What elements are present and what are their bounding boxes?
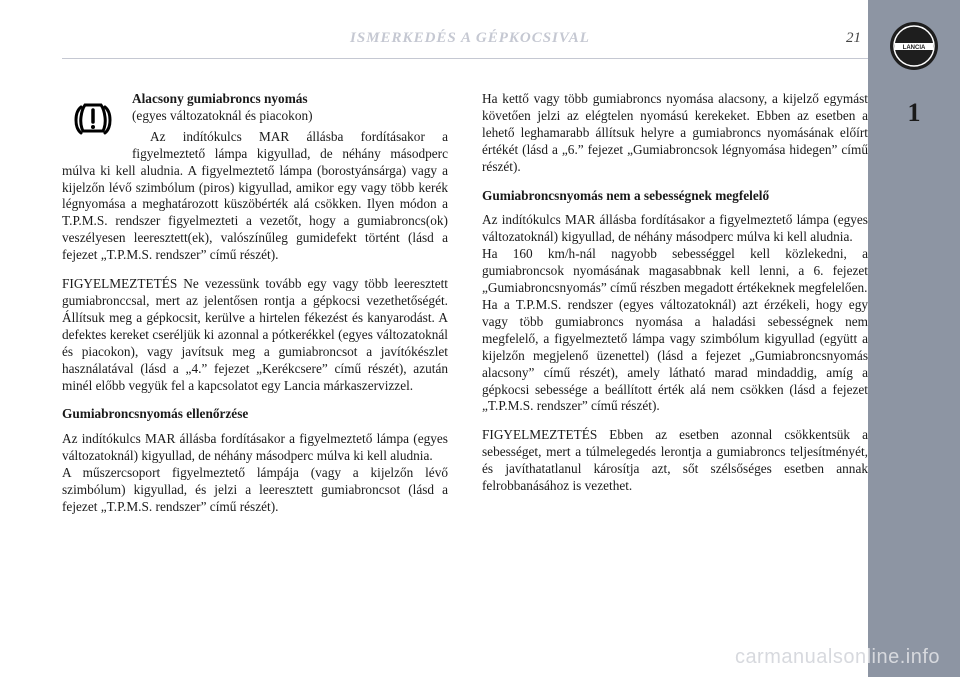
logo-text: LANCIA: [902, 45, 926, 51]
speed-pressure-heading: Gumiabroncsnyomás nem a sebességnek megfelelő: [482, 187, 770, 203]
warning-label: FIGYELMEZTETÉS: [62, 276, 178, 292]
pressure-check-heading: Gumiabroncsnyomás ellenőrzése: [62, 406, 249, 422]
right-warning-paragraph: [482, 427, 868, 495]
page-number: 21: [846, 30, 861, 46]
pressure-check-paragraph-1: Az indítókulcs MAR állásba fordításakor a figyelmeztető lámpa (egyes változatoknál) kigyullad, de néhány másodperc múlva ki kell aludnia.: [62, 431, 448, 464]
warning-label: FIGYELMEZTETÉS: [482, 427, 598, 443]
warning-text: Ne vezessünk tovább egy vagy több leeresztett gumiabronccsal, mert az jelentősen rontja a gépkocsi vezethetőségét. Állítsuk meg a gépkocsit, kerülve a hirtelen fékezést és kanyarodást. A defektes kereket cseréljük ki azonnal a pótkerékkel (egyes változatoknál és piacokon), vagy javítsuk meg a gumiabroncsot a javítókészlet használatával (lásd a „4.” fejezet „Kerékcsere” című részét), azután minél előbb vegyük fel a kapcsolatot egy Lancia márkaszervizzel.: [62, 276, 448, 393]
running-header-title: ISMERKEDÉS A GÉPKOCSIVAL: [350, 30, 590, 46]
low-pressure-heading-block: [62, 91, 448, 125]
low-pressure-note: (egyes változatoknál és piacokon): [132, 107, 313, 123]
left-warning-paragraph: [62, 276, 448, 394]
pressure-check-paragraph-2: A műszercsoport figyelmeztető lámpája (vagy a kijelzőn lévő szimbólum) kigyullad, és jelzi a leeresztett gumiabroncsot (lásd a fejezet „T.P.M.S. rendszer” című részét).: [62, 465, 448, 514]
speed-pressure-paragraph-3: Ha a T.P.M.S. rendszer (egyes változatoknál) azt érzékeli, hogy egy vagy több gumiabroncs nyomása a haladási sebességnek nem megfelelő, a figyelmeztető lámpa vagy szimbólum kigyullad (együtt a kijelzőn megjelenő üzenettel) (lásd a fejezet „Gumiabroncsnyomás alacsony” című részét), amely látható marad mindaddig, amíg a gépkocsi sebessége a beállított érték alá nem csökken (lásd a fejezet „T.P.M.S. rendszer” című részét).: [482, 296, 868, 414]
watermark: carmanualsonline.info: [734, 646, 940, 668]
multiple-low-paragraph: Ha kettő vagy több gumiabroncs nyomása alacsony, a kijelző egymást követően jelzi az elégtelen nyomású kerekeket. Ebben az esetben a lehető leghamarabb állítsuk helyre a gumiabroncs nyomásának előírt értékét (lásd a „6.” fejezet „Gumiabroncsok légnyomása hidegen” című részét).: [482, 91, 868, 174]
tire-pressure-warning-icon: [68, 95, 118, 145]
low-pressure-paragraph: Az indítókulcs MAR állásba fordításakor a figyelmeztető lámpa kigyullad, de néhány másodperc múlva ki kell aludnia. A figyelmeztető lámpa (borostyánsárga) vagy a kijelzőn lévő szimbólum (piros) kigyullad, amikor egy vagy több kerék légnyomása a meghatározott küszöbérték alá csökken. Ilyen módon a T.P.M.S. rendszer figyelmezteti a vezetőt, hogy a gumiabroncs(ok) veszélyesen leeresztett(ek), valószínűleg gumidefekt történt (lásd a fejezet „T.P.M.S. rendszer” című részét).: [62, 128, 448, 263]
left-column: [62, 91, 448, 528]
header-rule: [62, 58, 868, 59]
chapter-side-tab: [868, 0, 960, 677]
lancia-logo-icon: [888, 20, 940, 72]
low-pressure-heading: Alacsony gumiabroncs nyomás: [132, 91, 308, 106]
right-column: [482, 91, 868, 507]
warning-text: Ebben az esetben azonnal csökkentsük a sebességet, mert a túlmelegedés lerontja a gumiabroncs teljesítményét, és javíthatatlanul károsítja azt, sőt szélsőséges esetben annak felrobbanásához is vezethet.: [482, 427, 868, 494]
speed-pressure-paragraph-1: Az indítókulcs MAR állásba fordításakor a figyelmeztető lámpa (egyes változatoknál) kigyullad, de néhány másodperc múlva ki kell aludnia.: [482, 212, 868, 245]
speed-pressure-paragraph-2: Ha 160 km/h-nál nagyobb sebességgel kell közlekedni, a gumiabroncsok nyomásának magasabbnak kell lenni, a 6. fejezet „Gumiabroncsnyomás” című részben megadott értékeknek megfelelően.: [482, 246, 868, 296]
chapter-number: 1: [907, 98, 921, 127]
